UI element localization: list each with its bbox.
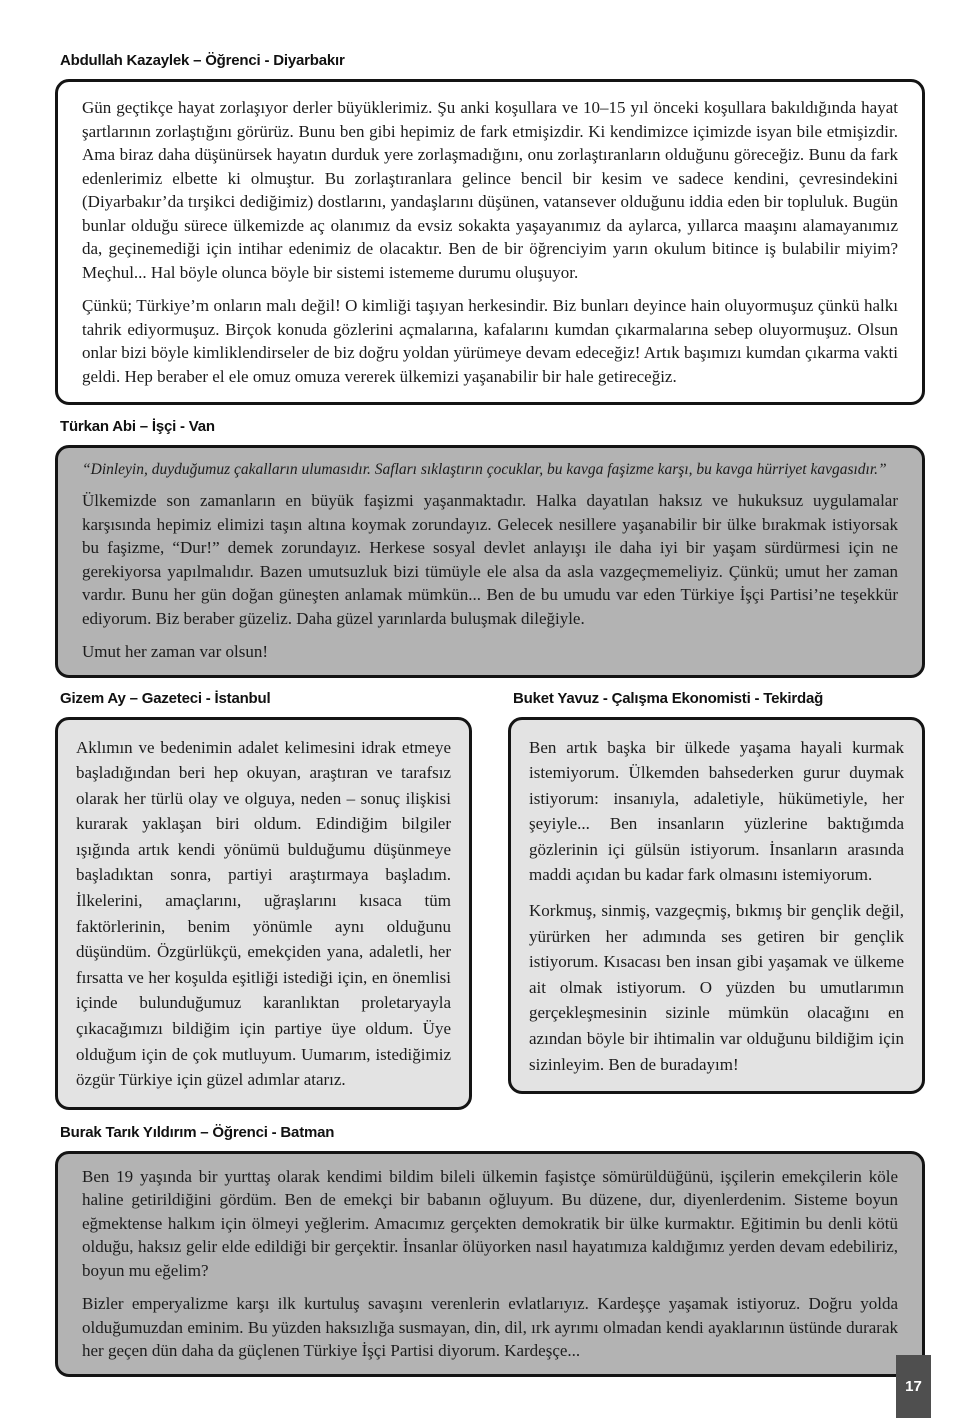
testimonial-paragraph: Ülkemizde son zamanların en büyük faşizmi yaşanmaktadır. Halka dayatılan haksız ve hukuksuz uygulamalar karşısında hepimiz elimizi taşın altına koymak zorundayız. Gelecek nesillere yaşanabilir bir ülke bırakmak istiyorsak bu faşizme, “Dur!” demek zorundayız. Herkese sosyal devlet anlayışı ile daha iyi bir yaşam sürdürmesi için ne gerekiyorsa yapılmalıdır. Bazen umutsuzluk bizi tümüyle ele alsa da asla vazgeçmemeliyiz. Çünkü; umut her zaman vardır. Bunu her gün doğan güneşten anlamak mümkün... Ben de bu umudu var eden Türkiye İşçi Partisi’ne teşekkür ediyorum. Biz beraber güzeliz. Daha güzel yarınlarda buluşmak dileğiyle. <box>82 491 898 628</box>
testimonial-paragraph: Ben 19 yaşında bir yurttaş olarak kendimi bildim bileli ülkemin faşistçe sömürüldüğünü, işçilerin emekçilerin köle haline getirildiğini gördüm. Ben de emekçi bir babanın oğluyum. Bu düzene, dur, diyenlerdenim. Sisteme boyun eğmektense halkım için ölmeyi yeğlerim. Amacımız gerçekten demokratik bir ülke kurmaktır. Eğitimin bu denli kötü olduğu, haksız gelir elde edildiği bir gerçektir. İnsanlar ölüyorken nasıl hayatımıza kaldığımız yerden devam edebiliriz, boyun mu eğelim? <box>82 1166 898 1280</box>
section-turkan <box>55 418 925 678</box>
testimonial-box-burak <box>55 1151 925 1377</box>
testimonial-paragraph: Aklımın ve bedenimin adalet kelimesini idrak etmeye başladığından beri hep okuyan, araştıran ve tarafsız olarak her türlü olay ve olguya, neden – sonuç ilişkisi kurarak yaklaşan biri oldum. Edindiğim bilgiler ışığında artık kendi yönümü bulduğumu düşünmeye başladıktan sonra, partiyi araştırmaya başladım. İlkelerini, amaçlarını, uğraşlarını kısaca tüm faktörlerinin, benim yönümle aynı olduğunu düşündüm. Özgürlükçü, emekçiden yana, adaletli, her fırsatta ve her koşulda eşitliği istediği için, en önemlisi içinde bulunduğumuz karanlıktan proletaryayla çıkacağımızı bildiğim için partiye üye oldum. Üye olduğum için de çok mutluyum. Uumarım, istediğimiz özgür Türkiye için güzel adımlar atarız. <box>76 737 451 1090</box>
testimonial-paragraph: Korkmuş, sinmiş, vazgeçmiş, bıkmış bir gençlik değil, yürürken her adımında ses getiren bir gençlik istiyorum. Kısacası ben insan gibi yaşamak ve ülkeme ait olmak istiyorum. O yüzden bu umutlarımın gerçekleşmesinin sizinle mümkün olacağını en azından böyle bir ihtimalin var olduğunu bildiğim için sizinleyim. Ben de buradayım! <box>529 901 904 1074</box>
section-abdullah <box>55 52 925 405</box>
section-gizem <box>55 690 472 1110</box>
section-header-turkan: Türkan Abi – İşçi - Van <box>60 418 215 435</box>
testimonial-box-gizem <box>55 717 472 1110</box>
page-number-badge <box>896 1355 931 1418</box>
page-number: 17 <box>905 1378 922 1395</box>
testimonial-paragraph: Ben artık başka bir ülkede yaşama hayali kurmak istemiyorum. Ülkemden bahsederken gurur duymak istiyorum: insanıyla, adaletiyle, hükümetiyle, her şeyiyle... Ben insanların yüzlerine baktığımda gözlerinin içi gülsün istiyorum. İnsanların arasında maddi açıdan bu kadar fark olmasını istemiyorum. <box>529 737 904 885</box>
testimonial-closing: Umut her zaman var olsun! <box>82 642 268 661</box>
section-header-abdullah: Abdullah Kazaylek – Öğrenci - Diyarbakır <box>60 52 345 69</box>
testimonial-quote: “Dinleyin, duyduğumuz çakalların ulumasıdır. Safları sıklaştırın çocuklar, bu kavga faşizme karşı, bu kavga hürriyet kavgasıdır.” <box>82 461 887 478</box>
testimonial-box-abdullah <box>55 79 925 405</box>
section-header-gizem: Gizem Ay – Gazeteci - İstanbul <box>60 689 271 707</box>
testimonial-paragraph: Bizler emperyalizme karşı ilk kurtuluş savaşını verenlerin evlatlarıyız. Kardeşçe yaşamak istiyoruz. Doğru yolda olduğumuzdan eminim. Bu yüzden haksızlığa susmayan, din, dil, ırk ayrımı olmadan kendi ayaklarının üstünde durarak her geçen dün daha da güçlenen Türkiye İşçi Partisi diyorum. Kardeşçe... <box>82 1294 898 1361</box>
section-header-buket: Buket Yavuz - Çalışma Ekonomisti - Tekirdağ <box>513 689 824 707</box>
section-buket <box>508 690 925 1110</box>
two-column-section <box>55 690 925 1110</box>
section-burak <box>55 1124 925 1377</box>
testimonial-box-buket <box>508 717 925 1095</box>
testimonial-box-turkan <box>55 445 925 678</box>
testimonial-paragraph: Çünkü; Türkiye’m onların malı değil! O kimliği taşıyan herkesindir. Biz bunları deyince hain oluyormuşuz çünkü halkı tahrik ediyormuşuz. Birçok konuda gözlerini açmalarına, kafalarını kumdan çıkarmalarına sebep oluyormuşuz. Olsun onlar bizi böyle kimliklendirseler de biz doğru yoldan yürümeye devam edeceğiz! Artık başımızı kumdan çıkarma vakti geldi. Hep beraber el ele omuz omuza vererek ülkemizi yaşanabilir bir hale getireceğiz. <box>82 296 898 386</box>
testimonial-paragraph: Gün geçtikçe hayat zorlaşıyor derler büyüklerimiz. Şu anki koşullara ve 10–15 yıl önceki koşullara bakıldığında hayat şartlarının zorlaştığını görürüz. Bunu ben gibi hepimiz de fark etmişizdir. Ki kendimizce içimizde isyan bile etmişizdir. Ama biraz daha düşünürsek hayatın durduk yere zorlaşmadığını, onu zorlaştıranların olduğunu göreceğiz. Bunu da fark edenlerimiz elbette ki olmuştur. Bu zorlaştıranlara gelince bencil bir kesim ve sadece kendini, çevresindekini (Diyarbakır’da tırşikci dediğimiz) dostlarını, yandaşlarını düşünen, vatansever olduğunu iddia eden bir topluluk. Bugün bunlar olduğu sürece ülkemizde aç olanımız da evsiz sokakta yaşayanımız da aylarca, yıllarca maaşını alamayanımız da, geçinemediği için intihar edenimiz de olacaktır. Ben de bir öğrenciyim yarın okulum bitince iş bulabilir miyim? Meçhul... Hal böyle olunca böyle bir sistemi istememe durumu oluşuyor. <box>82 98 898 282</box>
section-header-burak: Burak Tarık Yıldırım – Öğrenci - Batman <box>60 1123 335 1141</box>
